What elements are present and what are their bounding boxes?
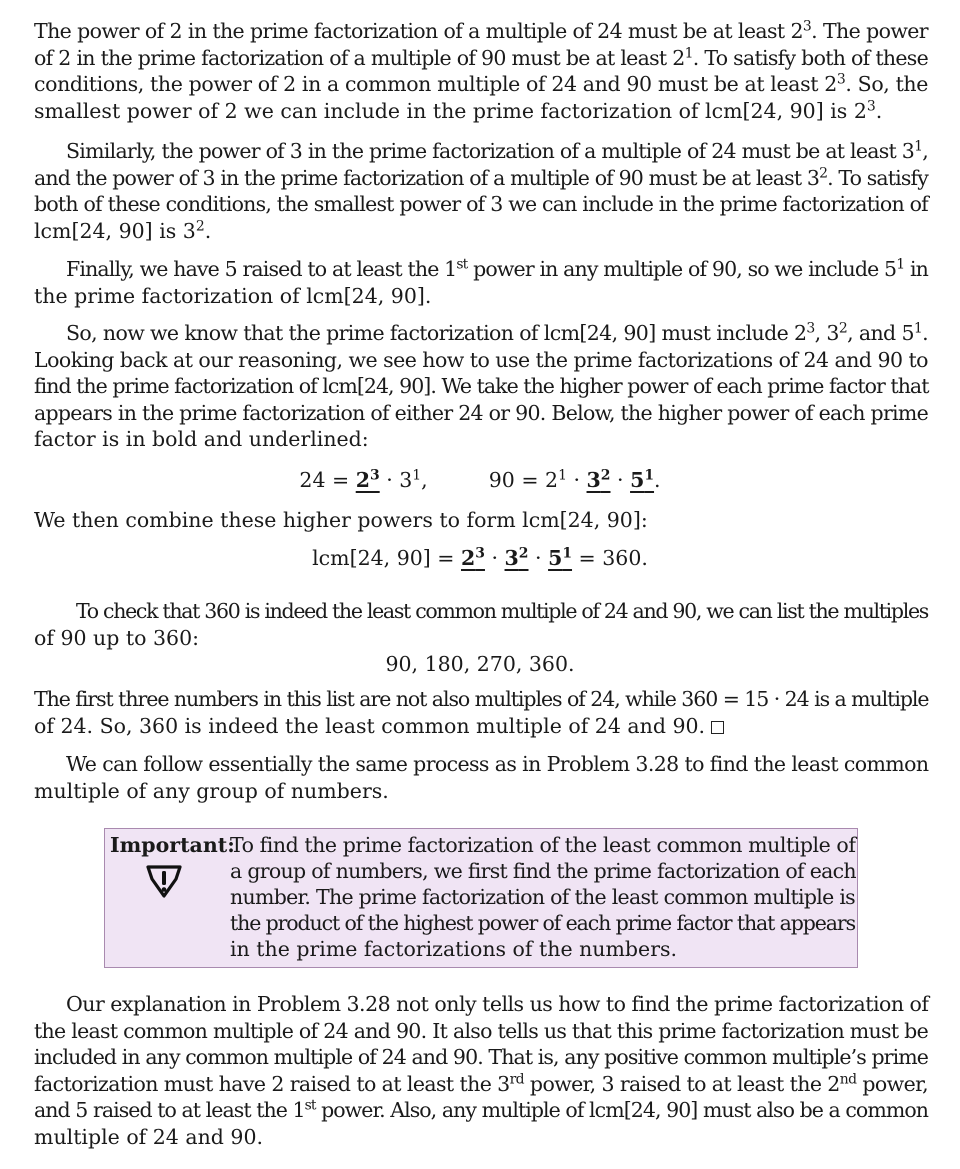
- highlighted-power: $2^3$: [355, 467, 380, 492]
- text-line: factor is in bold and underlined:: [34, 427, 369, 451]
- text-line: smallest power of 2 we can include in the prime factorization of lcm[24, 90] is $2^3$.: [34, 97, 883, 123]
- text-line: of 90 up to 360:: [34, 625, 200, 650]
- text-line: appears in the prime factorization of either 24 or 90. Below, the higher power of each prime: [34, 400, 928, 425]
- paragraph-check: [34, 598, 928, 651]
- text-line: number. The prime factorization of the least common multiple is: [230, 885, 855, 909]
- text-line: and the power of 3 in the prime factorization of a multiple of 90 must be at least $3^2$. To satisfy: [34, 164, 928, 190]
- paragraph-power-of-2: [34, 18, 928, 124]
- paragraph-conclusion: [34, 686, 928, 739]
- text-line: the prime factorization of lcm[24, 90].: [34, 283, 432, 308]
- paragraph-general-process: [34, 751, 928, 804]
- text-line: and 5 raised to at least the 1st power. Also, any multiple of lcm[24, 90] must also be a common: [34, 1097, 928, 1122]
- text-line: To find the prime factorization of the least common multiple of: [230, 833, 856, 857]
- highlighted-power: $5^1$: [630, 467, 655, 492]
- text-line: multiple of 24 and 90.: [34, 1124, 264, 1149]
- text-line: the product of the highest power of each prime factor that appears: [230, 911, 855, 935]
- text-line: We then combine these higher powers to form lcm[24, 90]:: [34, 508, 648, 532]
- text-line: of 2 in the prime factorization of a multiple of 90 must be at least $2^1$. To satisfy both of these: [34, 44, 929, 70]
- text-line: multiple of any group of numbers.: [34, 778, 389, 803]
- factorization-equation: [0, 467, 960, 493]
- text-line: a group of numbers, we first find the prime factorization of each: [230, 859, 856, 883]
- paragraph-combine: [34, 507, 928, 534]
- text-line: lcm[24, 90] is $3^2$.: [34, 217, 212, 243]
- text-line: Similarly, the power of 3 in the prime factorization of a multiple of 24 must be at least $3^1$,: [66, 138, 928, 163]
- paragraph-power-of-5: [34, 256, 928, 309]
- important-label: Important:: [110, 833, 235, 857]
- text-line: the least common multiple of 24 and 90. It also tells us that this prime factorization must be: [34, 1018, 928, 1043]
- highlighted-power: $5^1$: [548, 545, 573, 570]
- paragraph-power-of-3: [34, 138, 928, 244]
- text-line: conditions, the power of 2 in a common multiple of 24 and 90 must be at least $2^3$. So, the: [34, 71, 929, 96]
- highlighted-power: $3^2$: [504, 545, 529, 570]
- text-line: The first three numbers in this list are not also multiples of 24, while 360 = 15 · 24 is a multiple: [34, 687, 929, 711]
- qed-square-icon: [711, 721, 724, 734]
- text-line: of 24. So, 360 is indeed the least common multiple of 24 and 90.: [34, 713, 928, 740]
- multiples-list: 90, 180, 270, 360.: [385, 652, 575, 676]
- text-line: factorization must have 2 raised to at least the 3rd power, 3 raised to at least the 2nd power,: [34, 1070, 928, 1096]
- warning-shield-icon: [145, 863, 183, 899]
- paragraph-summary: [34, 320, 928, 453]
- text-line: So, now we know that the prime factorization of lcm[24, 90] must include $2^3$, $3^2$, and $5^1$.: [66, 320, 929, 345]
- important-text: [230, 832, 855, 962]
- text-line: included in any common multiple of 24 and 90. That is, any positive common multiple’s prime: [34, 1045, 928, 1069]
- factorization-90: $90 = 2^1 \cdot 3^2 \cdot 5^1$.: [488, 467, 661, 492]
- text-line: Finally, we have 5 raised to at least the 1st power in any multiple of 90, so we include $5^1$ in: [66, 256, 929, 281]
- factorization-24: $24 = 2^3 \cdot 3^1$,: [299, 467, 428, 492]
- text-line: in the prime factorizations of the numbers.: [230, 937, 678, 961]
- paragraph-explanation: [34, 991, 928, 1150]
- text-line: We can follow essentially the same process as in Problem 3.28 to find the least common: [66, 752, 929, 776]
- text-line: The power of 2 in the prime factorization of a multiple of 24 must be at least $2^3$. The power: [34, 18, 928, 43]
- lcm-equation: lcm[24, $90] = 2^3 \cdot 3^2 \cdot 5^1 = 360$.: [312, 545, 648, 570]
- text-line: To check that 360 is indeed the least common multiple of 24 and 90, we can list the multiples: [76, 599, 928, 623]
- text-line: Looking back at our reasoning, we see how to use the prime factorizations of 24 and 90 to: [34, 347, 928, 372]
- highlighted-power: $3^2$: [586, 467, 611, 492]
- text-line: find the prime factorization of lcm[24, 90]. We take the higher power of each prime factor that: [34, 374, 929, 398]
- important-callout-box: [104, 828, 858, 968]
- highlighted-power: $2^3$: [461, 545, 485, 570]
- text-line: Our explanation in Problem 3.28 not only tells us how to find the prime factorization of: [66, 992, 929, 1016]
- text-line: both of these conditions, the smallest power of 3 we can include in the prime factorization of: [34, 192, 928, 216]
